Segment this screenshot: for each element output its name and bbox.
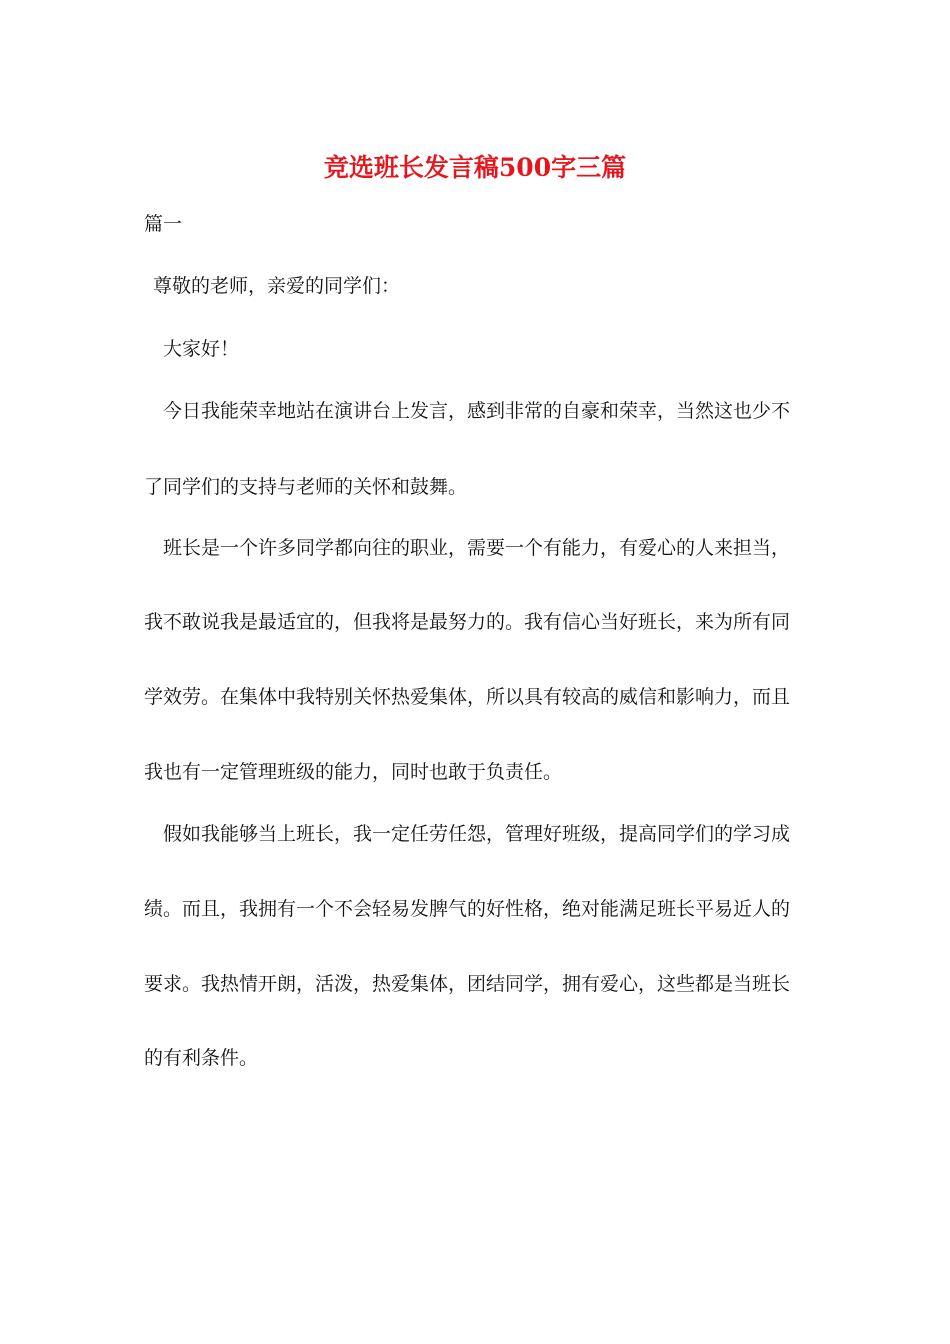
greeting: 大家好！ [163, 338, 240, 360]
paragraph-line: 学效劳。在集体中我特别关怀热爱集体，所以具有较高的威信和影响力，而且 [144, 686, 791, 708]
paragraph-line: 假如我能够当上班长，我一定任劳任怨，管理好班级，提高同学们的学习成 [163, 823, 791, 845]
paragraph-line: 要求。我热情开朗，活泼，热爱集体，团结同学，拥有爱心，这些都是当班长 [144, 973, 791, 995]
paragraph-line: 今日我能荣幸地站在演讲台上发言，感到非常的自豪和荣幸，当然这也少不 [163, 400, 791, 422]
paragraph-line: 的有利条件。 [144, 1047, 259, 1069]
paragraph-line: 我不敢说我是最适宜的，但我将是最努力的。我有信心当好班长，来为所有同 [144, 611, 791, 633]
salutation: 尊敬的老师，亲爱的同学们： [153, 275, 401, 297]
document-title: 竞选班长发言稿500字三篇 [323, 153, 627, 182]
paragraph-line: 班长是一个许多同学都向往的职业，需要一个有能力，有爱心的人来担当， [163, 537, 791, 559]
paragraph-line: 我也有一定管理班级的能力，同时也敢于负责任。 [144, 761, 563, 783]
paragraph-line: 了同学们的支持与老师的关怀和鼓舞。 [144, 476, 468, 498]
section-label: 篇一 [144, 213, 183, 235]
paragraph-line: 绩。而且，我拥有一个不会轻易发脾气的好性格，绝对能满足班长平易近人的 [144, 898, 791, 920]
